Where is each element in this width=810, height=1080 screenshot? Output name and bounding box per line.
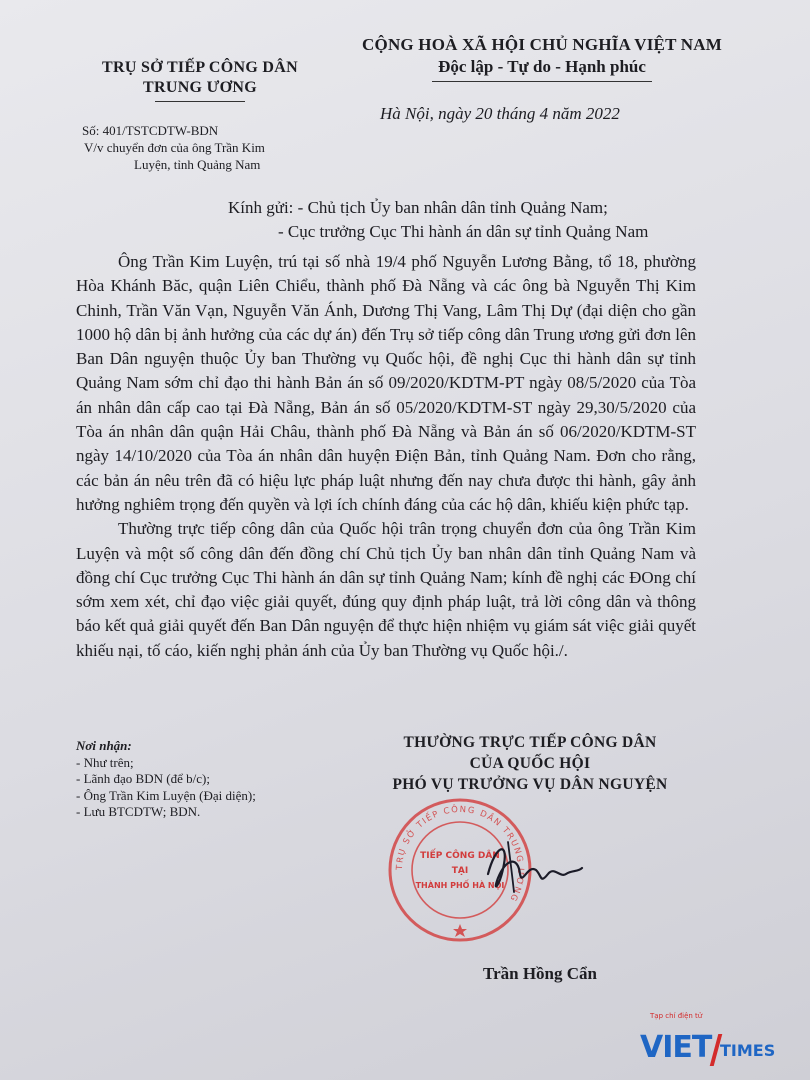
subject-line2: Luyện, tỉnh Quảng Nam (134, 157, 261, 172)
letter-body (76, 250, 696, 663)
national-motto: Độc lập - Tự do - Hạnh phúc (438, 57, 646, 76)
logo-times: TIMES (720, 1041, 776, 1060)
receiver-item: - Lưu BTCDTW; BDN. (76, 804, 201, 819)
agency-name-line2: TRUNG ƯƠNG (143, 79, 257, 96)
recipient-line2: - Cục trưởng Cục Thi hành án dân sự tỉnh Quảng Nam (278, 222, 649, 241)
document-date: Hà Nội, ngày 20 tháng 4 năm 2022 (380, 104, 620, 123)
recipient-line1: Kính gửi: - Chủ tịch Ủy ban nhân dân tỉnh Quảng Nam; (228, 198, 608, 217)
receiver-item: - Như trên; (76, 754, 134, 770)
handwritten-signature-icon (478, 834, 588, 904)
national-header (332, 34, 752, 82)
receivers-title: Nơi nhận: (76, 738, 132, 753)
signature-title-line3: PHÓ VỤ TRƯỞNG VỤ DÂN NGUYỆN (392, 776, 668, 793)
logo-viet: VIET (640, 1030, 712, 1065)
svg-text:THÀNH PHỐ HÀ NỘI: THÀNH PHỐ HÀ NỘI (415, 881, 505, 890)
recipients-block (228, 196, 648, 244)
document-number: Số: 401/TSTCDTW-BDN (82, 123, 219, 138)
signature-title-line2: CỦA QUỐC HỘI (469, 755, 591, 772)
subject-line1: V/v chuyển đơn của ông Trần Kim (84, 140, 265, 155)
signer-name: Trần Hồng Cẩn (483, 964, 597, 983)
svg-text:TẠI: TẠI (451, 866, 469, 876)
agency-underline (155, 101, 245, 102)
receiver-item: - Lãnh đạo BDN (để b/c); (76, 771, 210, 786)
agency-name-line1: TRỤ SỞ TIẾP CÔNG DÂN (102, 59, 298, 76)
signature-title (340, 732, 720, 795)
motto-underline (432, 81, 652, 82)
logo-tagline: Tạp chí điện tử (650, 1012, 703, 1020)
agency-header (70, 58, 330, 102)
document-number-block (82, 122, 312, 173)
svg-text:TIẾP CÔNG DÂN: TIẾP CÔNG DÂN (420, 851, 500, 861)
body-paragraph-1: Ông Trần Kim Luyện, trú tại số nhà 19/4 phố Nguyễn Lương Bằng, tổ 18, phường Hòa Khánh Băc, quận Liên Chiểu, thành phố Đà Nẵng và các ông bà Nguyễn Thị Kim Chinh, Trần Văn Vạn, Nguyễn Văn Ánh, Dương Thị Vang, Lâm Thị Dự (đại diện cho gần 1000 hộ dân bị ảnh hưởng của các dự án) đến Trụ sở tiếp công dân Trung ương gửi đơn lên Ban Dân nguyện thuộc Ủy ban Thường vụ Quốc hội, đề nghị Cục thi hành dân sự tỉnh Quảng Nam sớm chỉ đạo thi hành Bản án số 09/2020/KDTM-PT ngày 08/5/2020 của Tòa án nhân dân cấp cao tại Đà Nẵng, Bản án số 05/2020/KDTM-ST ngày 29,30/5/2020 của Tòa án nhân dân quận Hải Châu, thành phố Đà Nẵng và Bản án số 06/2020/KDTM-ST ngày 14/10/2020 của Tòa án nhân dân huyện Điện Bản, tỉnh Quảng Nam. Đơn cho rằng, các bản án nêu trên đã có hiệu lực pháp luật nhưng đến nay chưa được thi hành, gây ảnh hưởng nghiêm trọng đến quyền và lợi ích chính đáng của các hộ dân, khiếu kiện phức tạp. (76, 252, 696, 514)
svg-text:TRỤ SỞ TIẾP CÔNG DÂN TRUNG ƯƠN: TRỤ SỞ TIẾP CÔNG DÂN TRUNG ƯƠNG (394, 804, 526, 904)
receiver-item: - Ông Trần Kim Luyện (Đại diện); (76, 787, 256, 803)
signature-title-line1: THƯỜNG TRỰC TIẾP CÔNG DÂN (403, 734, 657, 751)
viettimes-logo (636, 1010, 810, 1080)
national-title: CỘNG HOÀ XÃ HỘI CHỦ NGHĨA VIỆT NAM (362, 35, 722, 54)
body-paragraph-2: Thường trực tiếp công dân của Quốc hội trân trọng chuyển đơn của ông Trần Kim Luyện và một số công dân đến đồng chí Chủ tịch Ủy ban nhân dân tỉnh Quảng Nam và đồng chí Cục trưởng Cục Thi hành án dân sự tỉnh Quảng Nam; kính đề nghị các ĐOng chí sớm xem xét, chỉ đạo việc giải quyết, đúng quy định pháp luật, trả lời công dân và thông báo kết quả giải quyết đến Ban Dân nguyện để thực hiện nhiệm vụ giám sát việc giải quyết khiếu nại, tố cáo, kiến nghị phản ánh của Ủy ban Thường vụ Quốc hội./. (76, 519, 696, 660)
receivers-list (76, 738, 256, 821)
